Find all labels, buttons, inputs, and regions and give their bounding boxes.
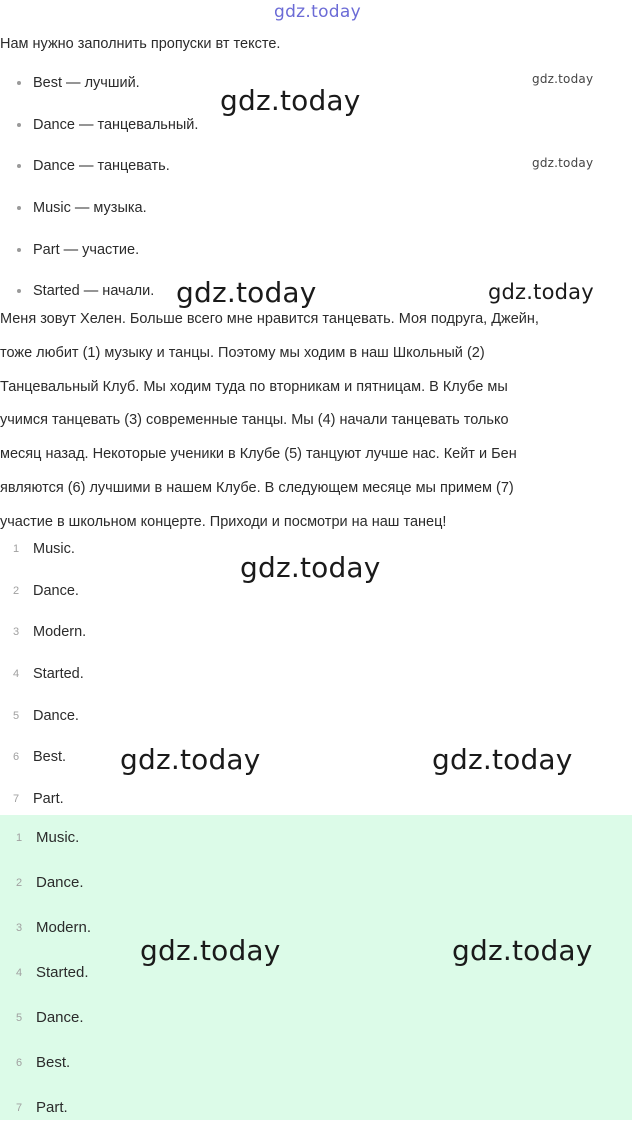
- paragraph-line: являются (6) лучшими в нашем Клубе. В следующем месяце мы примем (7): [0, 479, 514, 496]
- answer-text: Dance.: [33, 707, 79, 724]
- list-item: [0, 145, 198, 187]
- final-answers-list: [0, 815, 91, 1130]
- answer-text: Dance.: [36, 1009, 84, 1026]
- paragraph-line: учимся танцевать (3) современные танцы. Мы (4) начали танцевать только: [0, 412, 509, 429]
- list-item: [0, 653, 86, 695]
- vocabulary-text: Dance — танцевальный.: [33, 116, 199, 133]
- bullet-icon: [17, 248, 21, 252]
- list-item: [0, 778, 86, 820]
- answers-list: [0, 528, 86, 820]
- bullet-icon: [17, 81, 21, 85]
- list-item: [0, 995, 91, 1040]
- list-item: [0, 695, 86, 737]
- list-item: [0, 736, 86, 778]
- item-number: 3: [16, 921, 23, 934]
- watermark: gdz.today: [176, 276, 317, 309]
- item-number: 4: [13, 667, 20, 680]
- paragraph-line: тоже любит (1) музыку и танцы. Поэтому мы ходим в наш Школьный (2): [0, 344, 485, 361]
- list-item: [0, 950, 91, 995]
- intro-text: Нам нужно заполнить пропуски вт тексте.: [0, 36, 281, 52]
- item-number: 4: [16, 966, 23, 979]
- watermark: gdz.today: [432, 743, 573, 776]
- story-paragraph: [0, 303, 628, 540]
- item-number: 1: [13, 542, 20, 555]
- watermark: gdz.today: [452, 934, 593, 967]
- answer-text: Dance.: [36, 874, 84, 891]
- list-item: [0, 528, 86, 570]
- answer-text: Started.: [36, 964, 89, 981]
- list-item: [0, 229, 198, 271]
- item-number: 2: [16, 876, 23, 889]
- paragraph-line: месяц назад. Некоторые ученики в Клубе (5) танцуют лучше нас. Кейт и Бен: [0, 446, 517, 463]
- answer-text: Best.: [33, 749, 67, 766]
- bullet-icon: [17, 164, 21, 168]
- watermark: gdz.today: [220, 84, 361, 117]
- paragraph-line: Меня зовут Хелен. Больше всего мне нравится танцевать. Моя подруга, Джейн,: [0, 311, 539, 327]
- list-item: [0, 860, 91, 905]
- list-item: [0, 1040, 91, 1085]
- list-item: [0, 815, 91, 860]
- item-number: 2: [13, 584, 20, 597]
- list-item: [0, 104, 198, 146]
- answer-text: Best.: [36, 1054, 71, 1071]
- vocabulary-text: Started — начали.: [33, 283, 155, 300]
- watermark: gdz.today: [140, 934, 281, 967]
- answer-text: Dance.: [33, 582, 79, 599]
- watermark: gdz.today: [120, 743, 261, 776]
- answer-text: Started.: [33, 665, 84, 682]
- bullet-icon: [17, 289, 21, 293]
- list-item: [0, 62, 198, 104]
- item-number: 1: [16, 831, 23, 844]
- vocabulary-text: Music — музыка.: [33, 199, 147, 216]
- answer-text: Music.: [33, 540, 75, 557]
- item-number: 7: [16, 1101, 23, 1114]
- vocabulary-list: [0, 62, 198, 312]
- item-number: 6: [13, 751, 20, 764]
- paragraph-line: участие в школьном концерте. Приходи и посмотри на наш танец!: [0, 513, 447, 530]
- answer-text: Part.: [36, 1099, 68, 1116]
- watermark: gdz.today: [488, 280, 594, 304]
- vocabulary-text: Part — участие.: [33, 241, 140, 258]
- list-item: [0, 611, 86, 653]
- vocabulary-text: Dance — танцевать.: [33, 158, 170, 175]
- item-number: 5: [13, 709, 20, 722]
- site-logo[interactable]: gdz.today: [274, 2, 361, 22]
- answer-text: Music.: [36, 829, 80, 846]
- list-item: [0, 1085, 91, 1130]
- item-number: 5: [16, 1011, 23, 1024]
- watermark: gdz.today: [532, 156, 594, 170]
- item-number: 3: [13, 626, 20, 639]
- list-item: [0, 905, 91, 950]
- item-number: 7: [13, 792, 20, 805]
- list-item: [0, 570, 86, 612]
- answer-text: Modern.: [33, 624, 87, 641]
- item-number: 6: [16, 1056, 23, 1069]
- paragraph-line: Танцевальный Клуб. Мы ходим туда по вторникам и пятницам. В Клубе мы: [0, 378, 508, 395]
- bullet-icon: [17, 206, 21, 210]
- watermark: gdz.today: [240, 551, 381, 584]
- watermark: gdz.today: [532, 72, 594, 86]
- answer-text: Modern.: [36, 919, 92, 936]
- answer-panel: [0, 815, 632, 1120]
- vocabulary-text: Best — лучший.: [33, 74, 140, 91]
- answer-text: Part.: [33, 790, 64, 807]
- list-item: [0, 187, 198, 229]
- bullet-icon: [17, 123, 21, 127]
